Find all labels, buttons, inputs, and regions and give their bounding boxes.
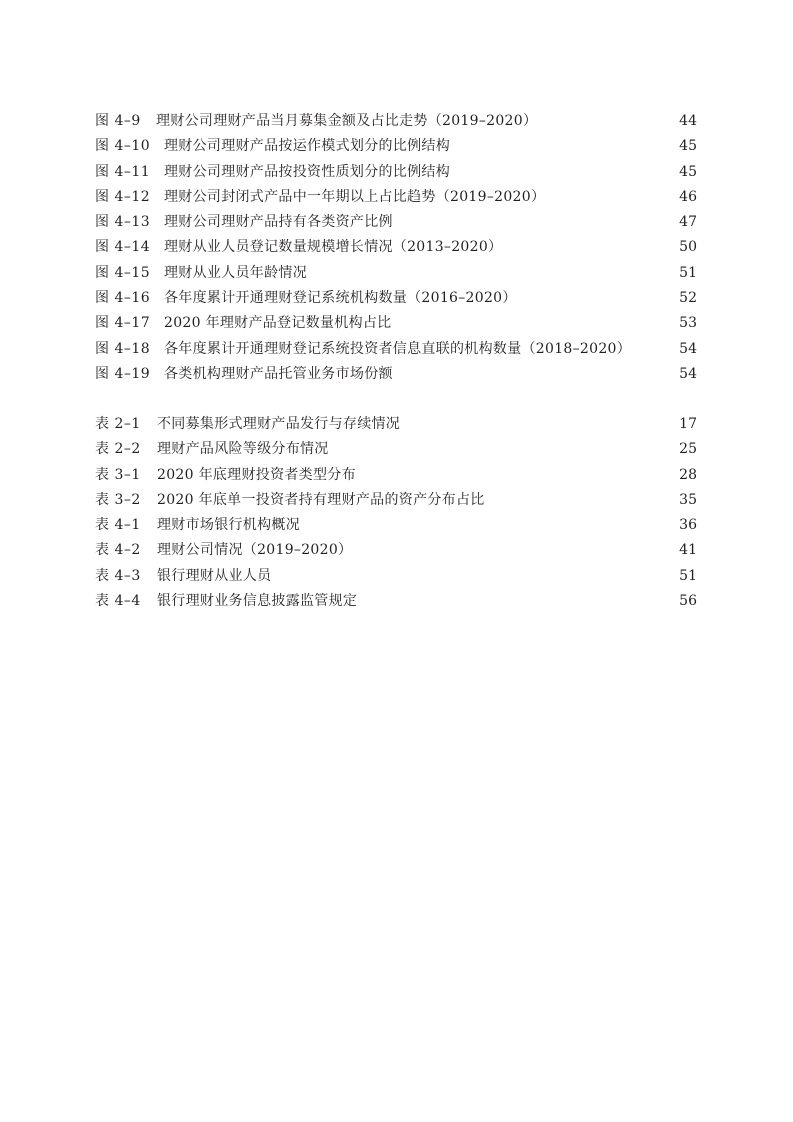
entry-page-number: 28 bbox=[679, 466, 697, 483]
entry-title: 2020 年理财产品登记数量机构占比 bbox=[164, 315, 392, 332]
table-entry[interactable] bbox=[95, 437, 697, 462]
entry-label: 表 3–1 bbox=[95, 466, 141, 483]
entry-page-number: 17 bbox=[679, 416, 697, 432]
figure-entry[interactable] bbox=[95, 311, 697, 336]
entry-page-number: 50 bbox=[679, 239, 697, 256]
entry-page-number: 53 bbox=[679, 315, 697, 332]
entry-page-number: 36 bbox=[679, 517, 697, 534]
entry-page-number: 45 bbox=[679, 163, 697, 180]
figure-entry[interactable] bbox=[95, 261, 697, 286]
entry-label: 表 4–4 bbox=[95, 593, 141, 610]
entry-label: 图 4–12 bbox=[95, 188, 151, 205]
entry-label: 表 2–1 bbox=[95, 416, 141, 432]
entry-page-number: 47 bbox=[679, 214, 697, 231]
figure-entry[interactable] bbox=[95, 286, 697, 311]
entry-page-number: 52 bbox=[679, 290, 697, 307]
table-entry[interactable] bbox=[95, 538, 697, 563]
figure-entry[interactable] bbox=[95, 235, 697, 260]
entry-title: 理财公司理财产品按运作模式划分的比例结构 bbox=[164, 138, 450, 155]
entry-label: 图 4–10 bbox=[95, 138, 151, 155]
figure-entry[interactable] bbox=[95, 185, 697, 210]
entry-page-number: 44 bbox=[679, 113, 697, 129]
entry-title: 理财公司封闭式产品中一年期以上占比趋势（2019–2020） bbox=[164, 188, 546, 205]
entry-title: 2020 年底单一投资者持有理财产品的资产分布占比 bbox=[157, 491, 485, 508]
entry-label: 表 2–2 bbox=[95, 441, 141, 458]
figure-entry[interactable] bbox=[95, 337, 697, 362]
entry-title: 银行理财从业人员 bbox=[157, 567, 272, 584]
entry-page-number: 51 bbox=[679, 264, 697, 281]
entry-label: 表 4–3 bbox=[95, 567, 141, 584]
entry-page-number: 41 bbox=[679, 542, 697, 559]
entry-page-number: 45 bbox=[679, 138, 697, 155]
entry-page-number: 56 bbox=[679, 593, 697, 610]
entry-page-number: 25 bbox=[679, 441, 697, 458]
entry-label: 图 4–19 bbox=[95, 365, 151, 382]
figure-entry[interactable] bbox=[95, 362, 697, 387]
entry-title: 理财公司理财产品当月募集金额及占比走势（2019–2020） bbox=[156, 113, 538, 129]
entry-title: 理财从业人员登记数量规模增长情况（2013–2020） bbox=[164, 239, 503, 256]
figure-entry[interactable] bbox=[95, 210, 697, 235]
entry-title: 各年度累计开通理财登记系统投资者信息直联的机构数量（2018–2020） bbox=[164, 340, 632, 357]
table-entry[interactable] bbox=[95, 488, 697, 513]
entry-label: 图 4–18 bbox=[95, 340, 151, 357]
entry-label: 图 4–9 bbox=[95, 113, 141, 129]
entry-page-number: 51 bbox=[679, 567, 697, 584]
entry-page-number: 35 bbox=[679, 491, 697, 508]
entry-label: 图 4–14 bbox=[95, 239, 151, 256]
figure-entry[interactable] bbox=[95, 160, 697, 185]
entry-title: 各类机构理财产品托管业务市场份额 bbox=[164, 365, 393, 382]
entry-title: 2020 年底理财投资者类型分布 bbox=[157, 466, 356, 483]
entry-title: 理财公司情况（2019–2020） bbox=[157, 542, 353, 559]
entry-label: 图 4–15 bbox=[95, 264, 151, 281]
table-entry[interactable] bbox=[95, 513, 697, 538]
entry-title: 理财从业人员年龄情况 bbox=[164, 264, 307, 281]
entry-label: 表 4–2 bbox=[95, 542, 141, 559]
entry-title: 各年度累计开通理财登记系统机构数量（2016–2020） bbox=[164, 290, 517, 307]
entry-label: 表 4–1 bbox=[95, 517, 141, 534]
entry-label: 图 4–11 bbox=[95, 163, 151, 180]
table-list bbox=[95, 412, 697, 614]
figure-entry[interactable] bbox=[95, 109, 697, 134]
entry-label: 图 4–17 bbox=[95, 315, 151, 332]
table-entry[interactable] bbox=[95, 412, 697, 437]
entry-title: 银行理财业务信息披露监管规定 bbox=[157, 593, 358, 610]
entry-label: 图 4–13 bbox=[95, 214, 151, 231]
figure-entry[interactable] bbox=[95, 134, 697, 159]
figure-list bbox=[95, 109, 697, 387]
entry-page-number: 54 bbox=[679, 340, 697, 357]
entry-title: 理财市场银行机构概况 bbox=[157, 517, 300, 534]
entry-title: 理财产品风险等级分布情况 bbox=[157, 441, 329, 458]
entry-title: 不同募集形式理财产品发行与存续情况 bbox=[157, 416, 401, 432]
table-entry[interactable] bbox=[95, 564, 697, 589]
table-entry[interactable] bbox=[95, 463, 697, 488]
entry-title: 理财公司理财产品按投资性质划分的比例结构 bbox=[164, 163, 450, 180]
entry-title: 理财公司理财产品持有各类资产比例 bbox=[164, 214, 393, 231]
entry-label: 表 3–2 bbox=[95, 491, 141, 508]
entry-label: 图 4–16 bbox=[95, 290, 151, 307]
table-entry[interactable] bbox=[95, 589, 697, 614]
entry-page-number: 46 bbox=[679, 188, 697, 205]
entry-page-number: 54 bbox=[679, 365, 697, 382]
